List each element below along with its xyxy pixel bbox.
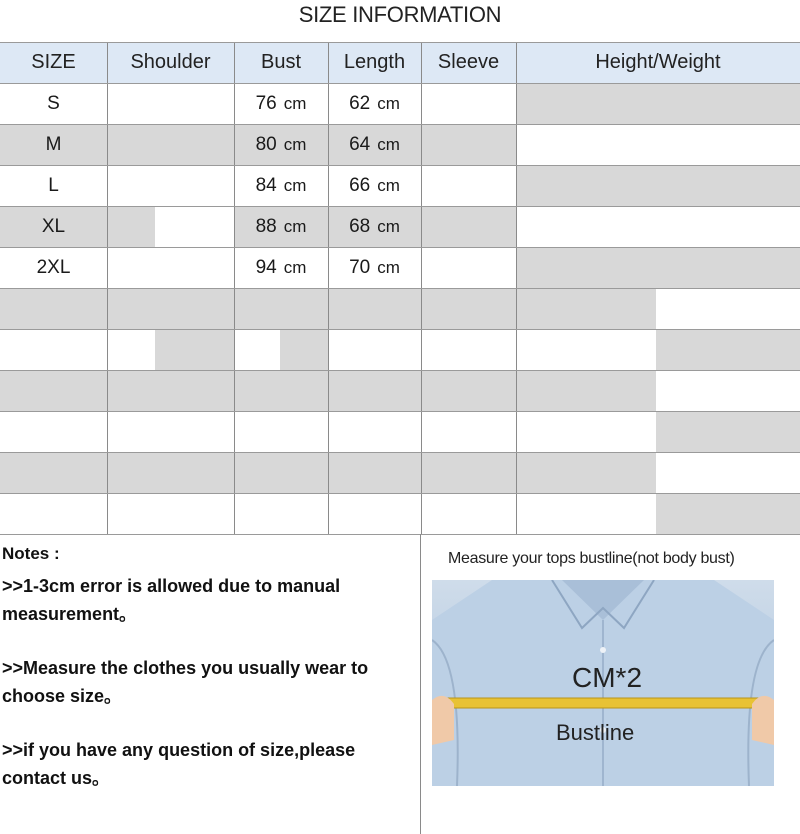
column-header: Length <box>328 42 421 83</box>
column-header: Height/Weight <box>516 42 800 83</box>
bust-value: 94 <box>255 256 277 278</box>
grid-line <box>0 206 800 207</box>
shaded-cell <box>516 247 800 288</box>
measuring-tape <box>446 698 760 708</box>
shaded-cell <box>155 329 234 370</box>
shaded-cell <box>421 452 516 493</box>
shaded-cell <box>107 124 234 165</box>
grid-line <box>0 165 800 166</box>
grid-line <box>0 42 800 43</box>
bust-value: 88 <box>255 215 277 237</box>
note-item: >>if you have any question of size,please contact us。 <box>2 740 356 788</box>
column-header: Bust <box>234 42 328 83</box>
shaded-cell <box>656 411 800 452</box>
unit-label: cm <box>283 216 307 236</box>
column-header: Sleeve <box>421 42 516 83</box>
shaded-cell <box>516 165 800 206</box>
unit-label: cm <box>283 257 307 277</box>
grid-line <box>0 370 800 371</box>
shaded-cell <box>0 288 107 329</box>
page-title: SIZE INFORMATION <box>298 2 502 27</box>
notes-heading: Notes : <box>2 544 60 563</box>
size-cell: 2XL <box>36 256 71 278</box>
note-item: >>1-3cm error is allowed due to manual measurement。 <box>2 576 341 624</box>
shaded-cell <box>234 452 328 493</box>
bust-cell <box>234 165 328 206</box>
grid-line <box>0 247 800 248</box>
bust-cell <box>234 247 328 288</box>
length-cell <box>328 206 421 247</box>
shaded-cell <box>421 124 516 165</box>
length-value: 62 <box>349 92 371 114</box>
unit-label: cm <box>377 134 400 154</box>
shirt-photo <box>432 580 774 786</box>
bust-cell <box>234 206 328 247</box>
unit-label: cm <box>283 175 307 195</box>
shaded-cell <box>421 370 516 411</box>
length-value: 70 <box>349 256 371 278</box>
shaded-cell <box>107 288 234 329</box>
unit-label: cm <box>377 175 400 195</box>
shaded-cell <box>656 329 800 370</box>
shaded-cell <box>0 370 107 411</box>
unit-label: cm <box>377 216 400 236</box>
shaded-cell <box>328 452 421 493</box>
size-cell: M <box>45 133 62 155</box>
bust-value: 80 <box>255 133 277 155</box>
grid-line <box>0 288 800 289</box>
size-table <box>0 42 800 530</box>
shaded-cell <box>516 370 656 411</box>
length-cell <box>328 124 421 165</box>
measure-panel <box>420 530 800 800</box>
shaded-cell <box>280 329 328 370</box>
size-cell: L <box>48 174 59 196</box>
shaded-cell <box>107 329 155 370</box>
shaded-cell <box>107 370 234 411</box>
shaded-cell <box>421 288 516 329</box>
shaded-cell <box>421 206 516 247</box>
shaded-cell <box>516 83 800 124</box>
notes-section <box>0 530 420 800</box>
shaded-cell <box>516 288 656 329</box>
unit-label: cm <box>283 134 307 154</box>
unit-label: cm <box>377 257 400 277</box>
bust-cell <box>234 83 328 124</box>
measure-caption: Measure your tops bustline(not body bust) <box>448 550 735 567</box>
bust-value: 84 <box>255 174 277 196</box>
shaded-cell <box>234 370 328 411</box>
note-item: >>Measure the clothes you usually wear to choose size。 <box>2 658 369 706</box>
bustline-label: Bustline <box>556 720 635 745</box>
bust-value: 76 <box>255 92 277 114</box>
shaded-cell <box>0 452 107 493</box>
bust-cell <box>234 124 328 165</box>
shaded-cell <box>328 370 421 411</box>
shaded-cell <box>516 452 656 493</box>
shaded-cell <box>107 452 234 493</box>
shaded-cell <box>234 288 328 329</box>
grid-line <box>0 411 800 412</box>
length-cell <box>328 83 421 124</box>
column-header: Shoulder <box>107 42 234 83</box>
grid-line <box>0 329 800 330</box>
column-header: SIZE <box>0 42 107 83</box>
length-value: 66 <box>349 174 371 196</box>
grid-line <box>0 124 800 125</box>
size-cell: S <box>47 92 60 114</box>
grid-line <box>0 493 800 494</box>
size-cell: XL <box>41 215 66 237</box>
grid-line <box>0 83 800 84</box>
unit-label: cm <box>283 93 307 113</box>
length-value: 64 <box>349 133 371 155</box>
grid-line <box>0 452 800 453</box>
shaded-cell <box>328 288 421 329</box>
length-cell <box>328 247 421 288</box>
unit-label: cm <box>377 93 400 113</box>
multiplier-label: CM*2 <box>572 662 643 693</box>
length-cell <box>328 165 421 206</box>
shaded-cell <box>656 493 800 534</box>
length-value: 68 <box>349 215 371 237</box>
shaded-cell <box>155 206 234 247</box>
